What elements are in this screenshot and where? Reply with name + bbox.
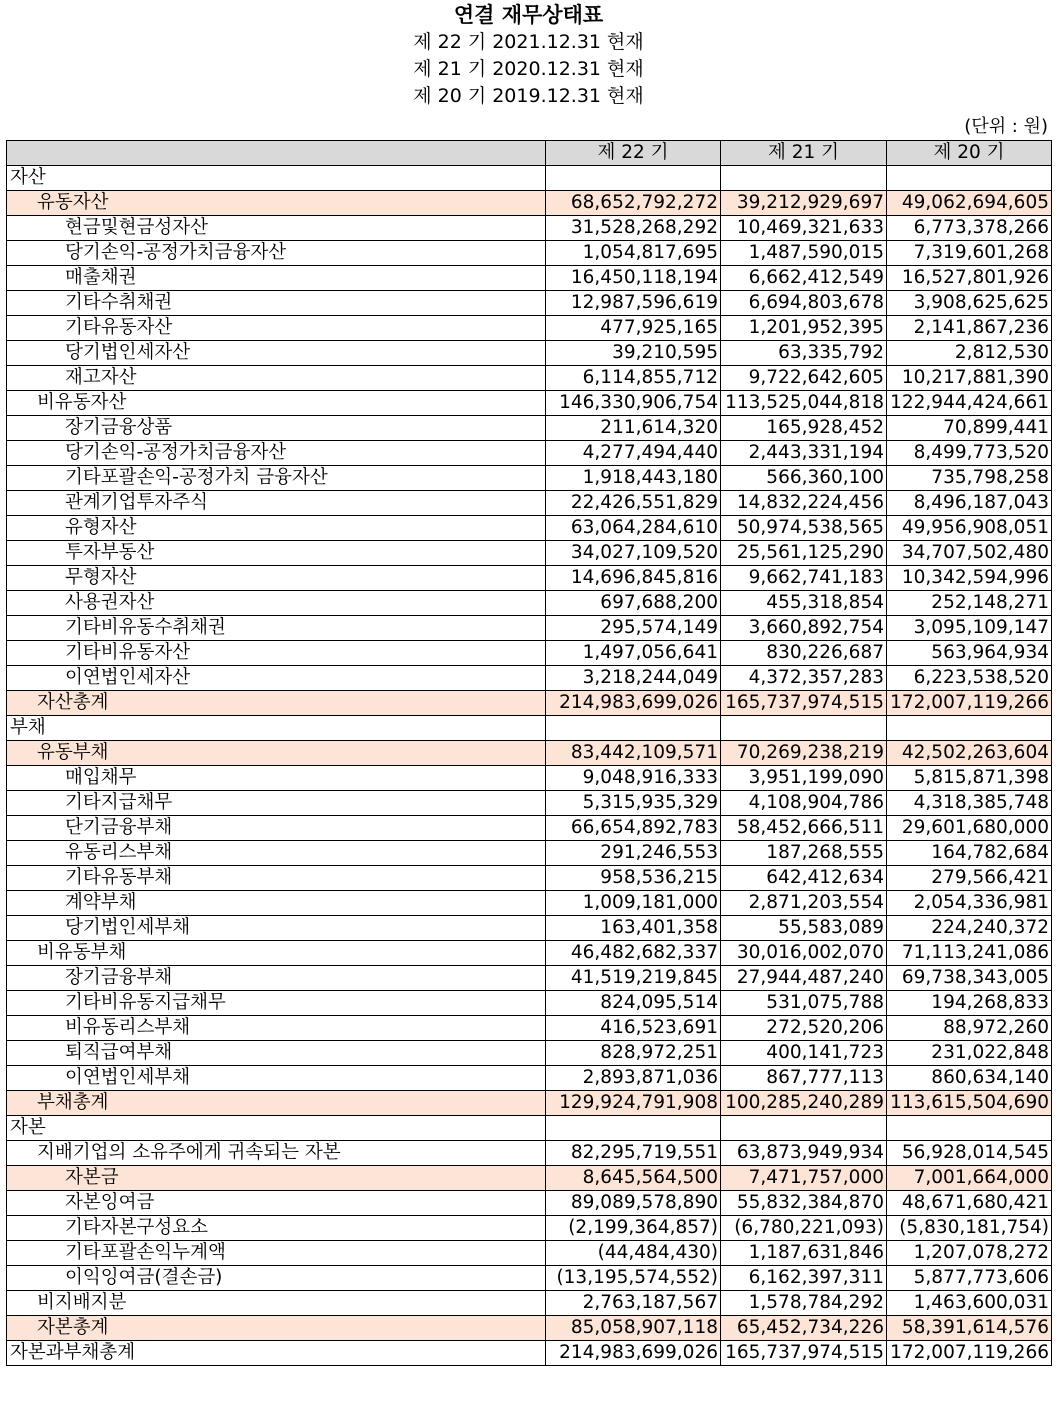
value-period-21: 531,075,788 [721, 991, 887, 1016]
value-period-20: 2,054,336,981 [887, 891, 1052, 916]
value-period-21: 165,928,452 [721, 416, 887, 441]
row-label: 비유동자산 [7, 391, 546, 416]
value-period-20: 70,899,441 [887, 416, 1052, 441]
value-period-22: 291,246,553 [546, 841, 721, 866]
value-period-22: 6,114,855,712 [546, 366, 721, 391]
value-period-21: 100,285,240,289 [721, 1091, 887, 1116]
value-period-20: 164,782,684 [887, 841, 1052, 866]
row-label: 계약부채 [7, 891, 546, 916]
table-body [7, 166, 1052, 1366]
unit-label: (단위 : 원) [964, 116, 1048, 137]
table-row [7, 241, 1052, 266]
table-row [7, 466, 1052, 491]
table-row [7, 741, 1052, 766]
value-period-21: 4,108,904,786 [721, 791, 887, 816]
value-period-21: 9,662,741,183 [721, 566, 887, 591]
value-period-21: 867,777,113 [721, 1066, 887, 1091]
table-row [7, 941, 1052, 966]
value-period-21: 63,873,949,934 [721, 1141, 887, 1166]
table-row [7, 541, 1052, 566]
row-label: 장기금융부채 [7, 966, 546, 991]
value-period-22: 41,519,219,845 [546, 966, 721, 991]
value-period-22: 295,574,149 [546, 616, 721, 641]
value-period-22: 83,442,109,571 [546, 741, 721, 766]
value-period-20: 58,391,614,576 [887, 1316, 1052, 1341]
value-period-22: 163,401,358 [546, 916, 721, 941]
value-period-20: 7,001,664,000 [887, 1166, 1052, 1191]
value-period-21: 1,187,631,846 [721, 1241, 887, 1266]
row-label: 당기손익-공정가치금융자산 [7, 241, 546, 266]
value-period-22: 66,654,892,783 [546, 816, 721, 841]
value-period-20: 29,601,680,000 [887, 816, 1052, 841]
table-row [7, 866, 1052, 891]
value-period-22: 5,315,935,329 [546, 791, 721, 816]
row-label: 사용권자산 [7, 591, 546, 616]
row-label: 유형자산 [7, 516, 546, 541]
value-period-20: 194,268,833 [887, 991, 1052, 1016]
row-label: 자본금 [7, 1166, 546, 1191]
value-period-22: 828,972,251 [546, 1041, 721, 1066]
row-label: 기타비유동지급채무 [7, 991, 546, 1016]
table-row [7, 791, 1052, 816]
value-period-22: 68,652,792,272 [546, 191, 721, 216]
value-period-21 [721, 716, 887, 741]
value-period-20: 1,463,600,031 [887, 1291, 1052, 1316]
value-period-21: 165,737,974,515 [721, 1341, 887, 1366]
value-period-20: 88,972,260 [887, 1016, 1052, 1041]
period-line-2: 제 21 기 2020.12.31 현재 [413, 58, 644, 80]
value-period-20: 7,319,601,268 [887, 241, 1052, 266]
table-row [7, 666, 1052, 691]
value-period-21: 55,583,089 [721, 916, 887, 941]
table-row [7, 841, 1052, 866]
row-label: 비유동리스부채 [7, 1016, 546, 1041]
value-period-22: 8,645,564,500 [546, 1166, 721, 1191]
statement-title: 연결 재무상태표 [453, 3, 604, 27]
value-period-20: 69,738,343,005 [887, 966, 1052, 991]
value-period-21: 455,318,854 [721, 591, 887, 616]
table-row [7, 1241, 1052, 1266]
row-label: 자산총계 [7, 691, 546, 716]
table-row [7, 891, 1052, 916]
value-period-20: 1,207,078,272 [887, 1241, 1052, 1266]
value-period-22: 477,925,165 [546, 316, 721, 341]
table-row [7, 1266, 1052, 1291]
table-row [7, 616, 1052, 641]
balance-sheet-table [6, 140, 1052, 1366]
value-period-20: 2,141,867,236 [887, 316, 1052, 341]
value-period-20 [887, 1116, 1052, 1141]
value-period-20: 172,007,119,266 [887, 691, 1052, 716]
row-label: 기타유동부채 [7, 866, 546, 891]
period-line-3: 제 20 기 2019.12.31 현재 [413, 85, 644, 107]
table-row [7, 766, 1052, 791]
table-header-row [7, 141, 1052, 166]
value-period-22 [546, 716, 721, 741]
row-label: 기타자본구성요소 [7, 1216, 546, 1241]
value-period-21: 1,487,590,015 [721, 241, 887, 266]
value-period-21: 400,141,723 [721, 1041, 887, 1066]
row-label: 자본잉여금 [7, 1191, 546, 1216]
value-period-20: 49,062,694,605 [887, 191, 1052, 216]
value-period-21: 9,722,642,605 [721, 366, 887, 391]
value-period-21: 14,832,224,456 [721, 491, 887, 516]
value-period-21: 39,212,929,697 [721, 191, 887, 216]
value-period-21: 6,662,412,549 [721, 266, 887, 291]
value-period-22: 1,918,443,180 [546, 466, 721, 491]
row-label: 매출채권 [7, 266, 546, 291]
value-period-22: 2,893,871,036 [546, 1066, 721, 1091]
value-period-22: 211,614,320 [546, 416, 721, 441]
value-period-22: 89,089,578,890 [546, 1191, 721, 1216]
table-row [7, 991, 1052, 1016]
value-period-22: 958,536,215 [546, 866, 721, 891]
value-period-22: 214,983,699,026 [546, 691, 721, 716]
header-corner [7, 141, 546, 166]
value-period-22: 39,210,595 [546, 341, 721, 366]
row-label: 자본 [7, 1116, 546, 1141]
value-period-21: 58,452,666,511 [721, 816, 887, 841]
table-row [7, 291, 1052, 316]
value-period-20: 10,342,594,996 [887, 566, 1052, 591]
value-period-21: 6,162,397,311 [721, 1266, 887, 1291]
row-label: 기타비유동수취채권 [7, 616, 546, 641]
table-row [7, 316, 1052, 341]
table-row [7, 1116, 1052, 1141]
value-period-22: 31,528,268,292 [546, 216, 721, 241]
header-period-21: 제 21 기 [721, 141, 887, 166]
row-label: 자본과부채총계 [7, 1341, 546, 1366]
value-period-20: 2,812,530 [887, 341, 1052, 366]
table-row [7, 341, 1052, 366]
value-period-20: 252,148,271 [887, 591, 1052, 616]
table-row [7, 916, 1052, 941]
value-period-21: 3,660,892,754 [721, 616, 887, 641]
value-period-21: 4,372,357,283 [721, 666, 887, 691]
value-period-22: 214,983,699,026 [546, 1341, 721, 1366]
value-period-22: 12,987,596,619 [546, 291, 721, 316]
value-period-21: 6,694,803,678 [721, 291, 887, 316]
value-period-20 [887, 716, 1052, 741]
value-period-20: 735,798,258 [887, 466, 1052, 491]
value-period-22: 22,426,551,829 [546, 491, 721, 516]
value-period-20: 71,113,241,086 [887, 941, 1052, 966]
value-period-20: 10,217,881,390 [887, 366, 1052, 391]
value-period-22: 2,763,187,567 [546, 1291, 721, 1316]
value-period-20: 224,240,372 [887, 916, 1052, 941]
row-label: 장기금융상품 [7, 416, 546, 441]
header-period-20: 제 20 기 [887, 141, 1052, 166]
table-row [7, 1216, 1052, 1241]
row-label: 부채 [7, 716, 546, 741]
row-label: 유동부채 [7, 741, 546, 766]
value-period-20: 49,956,908,051 [887, 516, 1052, 541]
row-label: 기타지급채무 [7, 791, 546, 816]
row-label: 기타수취채권 [7, 291, 546, 316]
value-period-21: 3,951,199,090 [721, 766, 887, 791]
value-period-22: 4,277,494,440 [546, 441, 721, 466]
row-label: 비지배지분 [7, 1291, 546, 1316]
value-period-20: 48,671,680,421 [887, 1191, 1052, 1216]
statement-header [0, 0, 1057, 110]
row-label: 유동리스부채 [7, 841, 546, 866]
table-row [7, 816, 1052, 841]
row-label: 자본총계 [7, 1316, 546, 1341]
value-period-20: 860,634,140 [887, 1066, 1052, 1091]
row-label: 현금및현금성자산 [7, 216, 546, 241]
value-period-20: 5,877,773,606 [887, 1266, 1052, 1291]
value-period-21 [721, 1116, 887, 1141]
value-period-22: 46,482,682,337 [546, 941, 721, 966]
row-label: 비유동부채 [7, 941, 546, 966]
table-row [7, 1166, 1052, 1191]
table-row [7, 366, 1052, 391]
value-period-21: 50,974,538,565 [721, 516, 887, 541]
value-period-21: 566,360,100 [721, 466, 887, 491]
value-period-20: 279,566,421 [887, 866, 1052, 891]
value-period-20: 563,964,934 [887, 641, 1052, 666]
value-period-20: 5,815,871,398 [887, 766, 1052, 791]
value-period-20: 16,527,801,926 [887, 266, 1052, 291]
value-period-21: 65,452,734,226 [721, 1316, 887, 1341]
value-period-22: 82,295,719,551 [546, 1141, 721, 1166]
row-label: 무형자산 [7, 566, 546, 591]
table-row [7, 566, 1052, 591]
value-period-22: 697,688,200 [546, 591, 721, 616]
value-period-20 [887, 166, 1052, 191]
table-row [7, 1316, 1052, 1341]
value-period-20: 113,615,504,690 [887, 1091, 1052, 1116]
table-row [7, 641, 1052, 666]
value-period-22: 146,330,906,754 [546, 391, 721, 416]
table-row [7, 591, 1052, 616]
value-period-22: (13,195,574,552) [546, 1266, 721, 1291]
row-label: 투자부동산 [7, 541, 546, 566]
value-period-20: 122,944,424,661 [887, 391, 1052, 416]
value-period-21: 10,469,321,633 [721, 216, 887, 241]
value-period-21: 830,226,687 [721, 641, 887, 666]
value-period-21: (6,780,221,093) [721, 1216, 887, 1241]
value-period-21: 63,335,792 [721, 341, 887, 366]
value-period-22: (2,199,364,857) [546, 1216, 721, 1241]
value-period-22: 824,095,514 [546, 991, 721, 1016]
value-period-20: 231,022,848 [887, 1041, 1052, 1066]
row-label: 매입채무 [7, 766, 546, 791]
value-period-22: 9,048,916,333 [546, 766, 721, 791]
value-period-20: 34,707,502,480 [887, 541, 1052, 566]
value-period-22: 1,054,817,695 [546, 241, 721, 266]
table-row [7, 191, 1052, 216]
value-period-21: 187,268,555 [721, 841, 887, 866]
value-period-20: 172,007,119,266 [887, 1341, 1052, 1366]
table-row [7, 716, 1052, 741]
value-period-20: 4,318,385,748 [887, 791, 1052, 816]
value-period-21: 27,944,487,240 [721, 966, 887, 991]
table-row [7, 391, 1052, 416]
table-row [7, 216, 1052, 241]
value-period-21: 2,871,203,554 [721, 891, 887, 916]
row-label: 기타비유동자산 [7, 641, 546, 666]
header-period-22: 제 22 기 [546, 141, 721, 166]
row-label: 당기법인세부채 [7, 916, 546, 941]
value-period-22: 1,009,181,000 [546, 891, 721, 916]
value-period-22: 14,696,845,816 [546, 566, 721, 591]
table-row [7, 416, 1052, 441]
table-row [7, 966, 1052, 991]
row-label: 당기손익-공정가치금융자산 [7, 441, 546, 466]
value-period-22: 63,064,284,610 [546, 516, 721, 541]
value-period-22: 129,924,791,908 [546, 1091, 721, 1116]
value-period-20: 3,908,625,625 [887, 291, 1052, 316]
row-label: 부채총계 [7, 1091, 546, 1116]
period-line-1: 제 22 기 2021.12.31 현재 [413, 31, 644, 53]
row-label: 유동자산 [7, 191, 546, 216]
table-row [7, 1016, 1052, 1041]
value-period-21: 2,443,331,194 [721, 441, 887, 466]
table-row [7, 1041, 1052, 1066]
value-period-20: 3,095,109,147 [887, 616, 1052, 641]
value-period-21: 7,471,757,000 [721, 1166, 887, 1191]
row-label: 지배기업의 소유주에게 귀속되는 자본 [7, 1141, 546, 1166]
table-row [7, 441, 1052, 466]
table-row [7, 491, 1052, 516]
value-period-22: 3,218,244,049 [546, 666, 721, 691]
table-row [7, 1141, 1052, 1166]
value-period-21 [721, 166, 887, 191]
table-row [7, 1341, 1052, 1366]
value-period-21: 272,520,206 [721, 1016, 887, 1041]
value-period-20: 8,499,773,520 [887, 441, 1052, 466]
value-period-21: 55,832,384,870 [721, 1191, 887, 1216]
value-period-22: (44,484,430) [546, 1241, 721, 1266]
value-period-20: 56,928,014,545 [887, 1141, 1052, 1166]
value-period-20: 6,773,378,266 [887, 216, 1052, 241]
value-period-20: 42,502,263,604 [887, 741, 1052, 766]
value-period-20: (5,830,181,754) [887, 1216, 1052, 1241]
table-row [7, 691, 1052, 716]
table-row [7, 1091, 1052, 1116]
value-period-21: 113,525,044,818 [721, 391, 887, 416]
value-period-21: 25,561,125,290 [721, 541, 887, 566]
row-label: 단기금융부채 [7, 816, 546, 841]
value-period-21: 165,737,974,515 [721, 691, 887, 716]
value-period-21: 1,201,952,395 [721, 316, 887, 341]
row-label: 퇴직급여부채 [7, 1041, 546, 1066]
table-row [7, 1291, 1052, 1316]
value-period-22 [546, 1116, 721, 1141]
value-period-21: 30,016,002,070 [721, 941, 887, 966]
value-period-22: 16,450,118,194 [546, 266, 721, 291]
value-period-22: 416,523,691 [546, 1016, 721, 1041]
value-period-22 [546, 166, 721, 191]
value-period-22: 85,058,907,118 [546, 1316, 721, 1341]
value-period-21: 642,412,634 [721, 866, 887, 891]
value-period-20: 8,496,187,043 [887, 491, 1052, 516]
row-label: 자산 [7, 166, 546, 191]
value-period-22: 1,497,056,641 [546, 641, 721, 666]
row-label: 이익잉여금(결손금) [7, 1266, 546, 1291]
table-row [7, 1191, 1052, 1216]
value-period-22: 34,027,109,520 [546, 541, 721, 566]
row-label: 이연법인세부채 [7, 1066, 546, 1091]
table-row [7, 166, 1052, 191]
row-label: 관계기업투자주식 [7, 491, 546, 516]
row-label: 이연법인세자산 [7, 666, 546, 691]
row-label: 재고자산 [7, 366, 546, 391]
row-label: 기타포괄손익누계액 [7, 1241, 546, 1266]
table-row [7, 1066, 1052, 1091]
value-period-21: 1,578,784,292 [721, 1291, 887, 1316]
value-period-21: 70,269,238,219 [721, 741, 887, 766]
value-period-20: 6,223,538,520 [887, 666, 1052, 691]
table-row [7, 266, 1052, 291]
table-row [7, 516, 1052, 541]
row-label: 기타포괄손익-공정가치 금융자산 [7, 466, 546, 491]
row-label: 당기법인세자산 [7, 341, 546, 366]
row-label: 기타유동자산 [7, 316, 546, 341]
